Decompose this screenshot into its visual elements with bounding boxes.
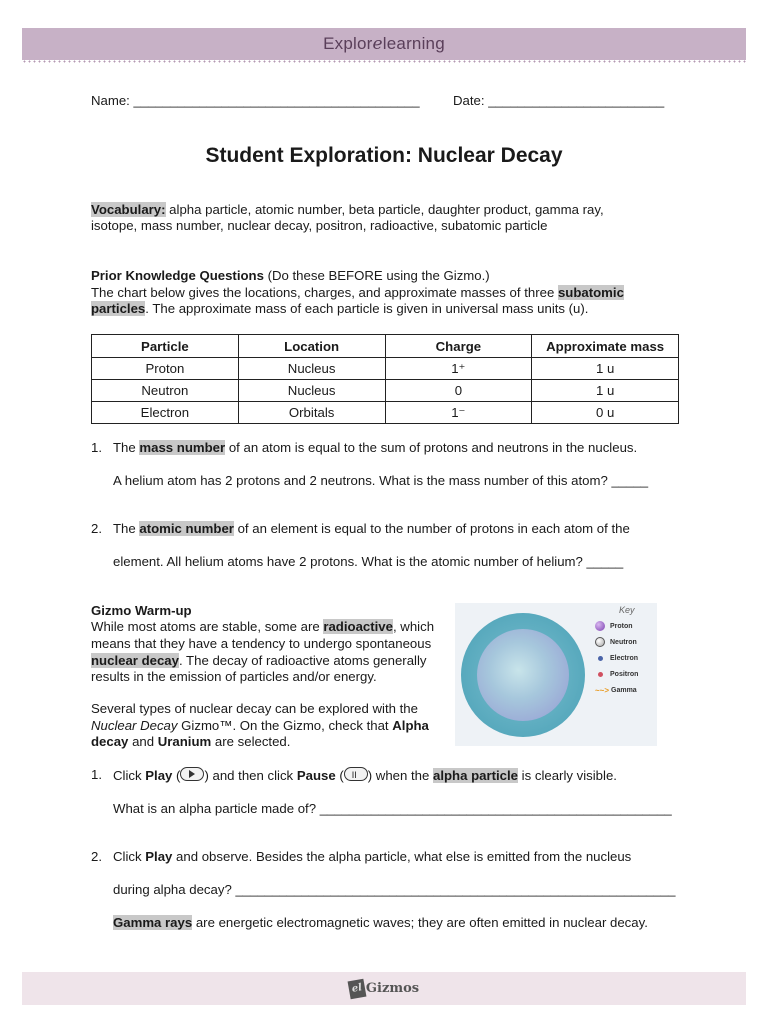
neutron-icon bbox=[595, 637, 605, 647]
electron-icon bbox=[598, 656, 603, 661]
gamma-rays-note: Gamma rays are energetic electromagnetic waves; they are often emitted in nuclear decay. bbox=[113, 915, 648, 930]
warmup-question-1-answer-line[interactable]: What is an alpha particle made of? ________________________________________________ bbox=[113, 801, 672, 816]
table-row: Neutron Nucleus 0 1 u bbox=[92, 380, 679, 402]
particle-table bbox=[91, 334, 679, 424]
prior-knowledge-intro-2: particles. The approximate mass of each particle is given in universal mass units (u). bbox=[91, 301, 589, 316]
pause-button-icon bbox=[344, 767, 368, 781]
warmup-p1-line-3: nuclear decay. The decay of radioactive atoms generally bbox=[91, 653, 427, 668]
proton-icon bbox=[595, 621, 605, 631]
warmup-question-1: 1. bbox=[91, 767, 102, 782]
key-item-neutron: Neutron bbox=[595, 634, 655, 650]
gizmos-logo: el Gizmos bbox=[349, 980, 419, 998]
pk-question-1: 1. bbox=[91, 440, 102, 455]
footer-banner bbox=[22, 972, 746, 1005]
vocabulary-line-1: Vocabulary: alpha particle, atomic number, beta particle, daughter product, gamma ray, bbox=[91, 202, 604, 217]
warmup-p2-line-1: Several types of nuclear decay can be explored with the bbox=[91, 701, 418, 716]
nucleus-image bbox=[455, 603, 657, 746]
name-field[interactable]: Name: _______________________________________ bbox=[91, 93, 420, 108]
header-banner bbox=[22, 28, 746, 60]
vocabulary-label: Vocabulary: bbox=[91, 202, 166, 217]
explorelearning-logo: Explorelearning bbox=[323, 34, 445, 54]
warmup-question-2-text: Click Play and observe. Besides the alpha particle, what else is emitted from the nucleus bbox=[113, 849, 632, 864]
gizmos-logo-mark: el bbox=[347, 978, 366, 999]
positron-icon bbox=[598, 672, 603, 677]
table-row: Electron Orbitals 1⁻ 0 u bbox=[92, 402, 679, 424]
vocabulary-line-2: isotope, mass number, nuclear decay, positron, radioactive, subatomic particle bbox=[91, 218, 548, 233]
date-field[interactable]: Date: ________________________ bbox=[453, 93, 665, 108]
key-item-proton: Proton bbox=[595, 618, 655, 634]
pk-question-2-text: The atomic number of an element is equal to the number of protons in each atom of the bbox=[113, 521, 630, 536]
nucleus-cluster bbox=[477, 629, 569, 721]
pk-question-1-answer-line[interactable]: A helium atom has 2 protons and 2 neutrons. What is the mass number of this atom? _____ bbox=[113, 473, 649, 488]
table-row: Proton Nucleus 1⁺ 1 u bbox=[92, 358, 679, 380]
warmup-p1-line-1: While most atoms are stable, some are radioactive, which bbox=[91, 619, 435, 634]
warmup-p2-line-3: decay and Uranium are selected. bbox=[91, 734, 291, 749]
gamma-wave-icon: ~~> bbox=[595, 685, 610, 695]
play-button-icon bbox=[180, 767, 204, 781]
key-item-electron: Electron bbox=[595, 650, 655, 666]
warmup-p1-line-4: results in the emission of particles and/or energy. bbox=[91, 669, 377, 684]
prior-knowledge-heading: Prior Knowledge Questions (Do these BEFORE using the Gizmo.) bbox=[91, 268, 490, 283]
key-item-gamma: ~~> Gamma bbox=[595, 685, 637, 695]
warmup-p2-line-2: Nuclear Decay Gizmo™. On the Gizmo, check that Alpha bbox=[91, 718, 429, 733]
warmup-question-2-answer-line[interactable]: during alpha decay? ____________________________________________________________ bbox=[113, 882, 676, 897]
warmup-question-1-text: Click Play ( ) and then click Pause ( II ) when the alpha particle is clearly visible. bbox=[113, 767, 617, 784]
table-header-row: Particle Location Charge Approximate mass bbox=[92, 335, 679, 358]
pk-question-2: 2. bbox=[91, 521, 102, 536]
warmup-p1-line-2: means that they have a tendency to undergo spontaneous bbox=[91, 636, 432, 651]
pk-question-1-text: The mass number of an atom is equal to the sum of protons and neutrons in the nucleus. bbox=[113, 440, 638, 455]
pk-question-2-answer-line[interactable]: element. All helium atoms have 2 protons. What is the atomic number of helium? _____ bbox=[113, 554, 624, 569]
key-item-positron: Positron bbox=[595, 666, 655, 682]
prior-knowledge-intro-1: The chart below gives the locations, charges, and approximate masses of three subatomic bbox=[91, 285, 624, 300]
warmup-question-2: 2. bbox=[91, 849, 102, 864]
warmup-heading: Gizmo Warm-up bbox=[91, 603, 192, 618]
page-title: Student Exploration: Nuclear Decay bbox=[205, 144, 563, 167]
header-dotted-divider bbox=[22, 60, 746, 63]
particle-key: Key Proton Neutron Electron Positron ~~> Gamma bbox=[595, 605, 655, 698]
